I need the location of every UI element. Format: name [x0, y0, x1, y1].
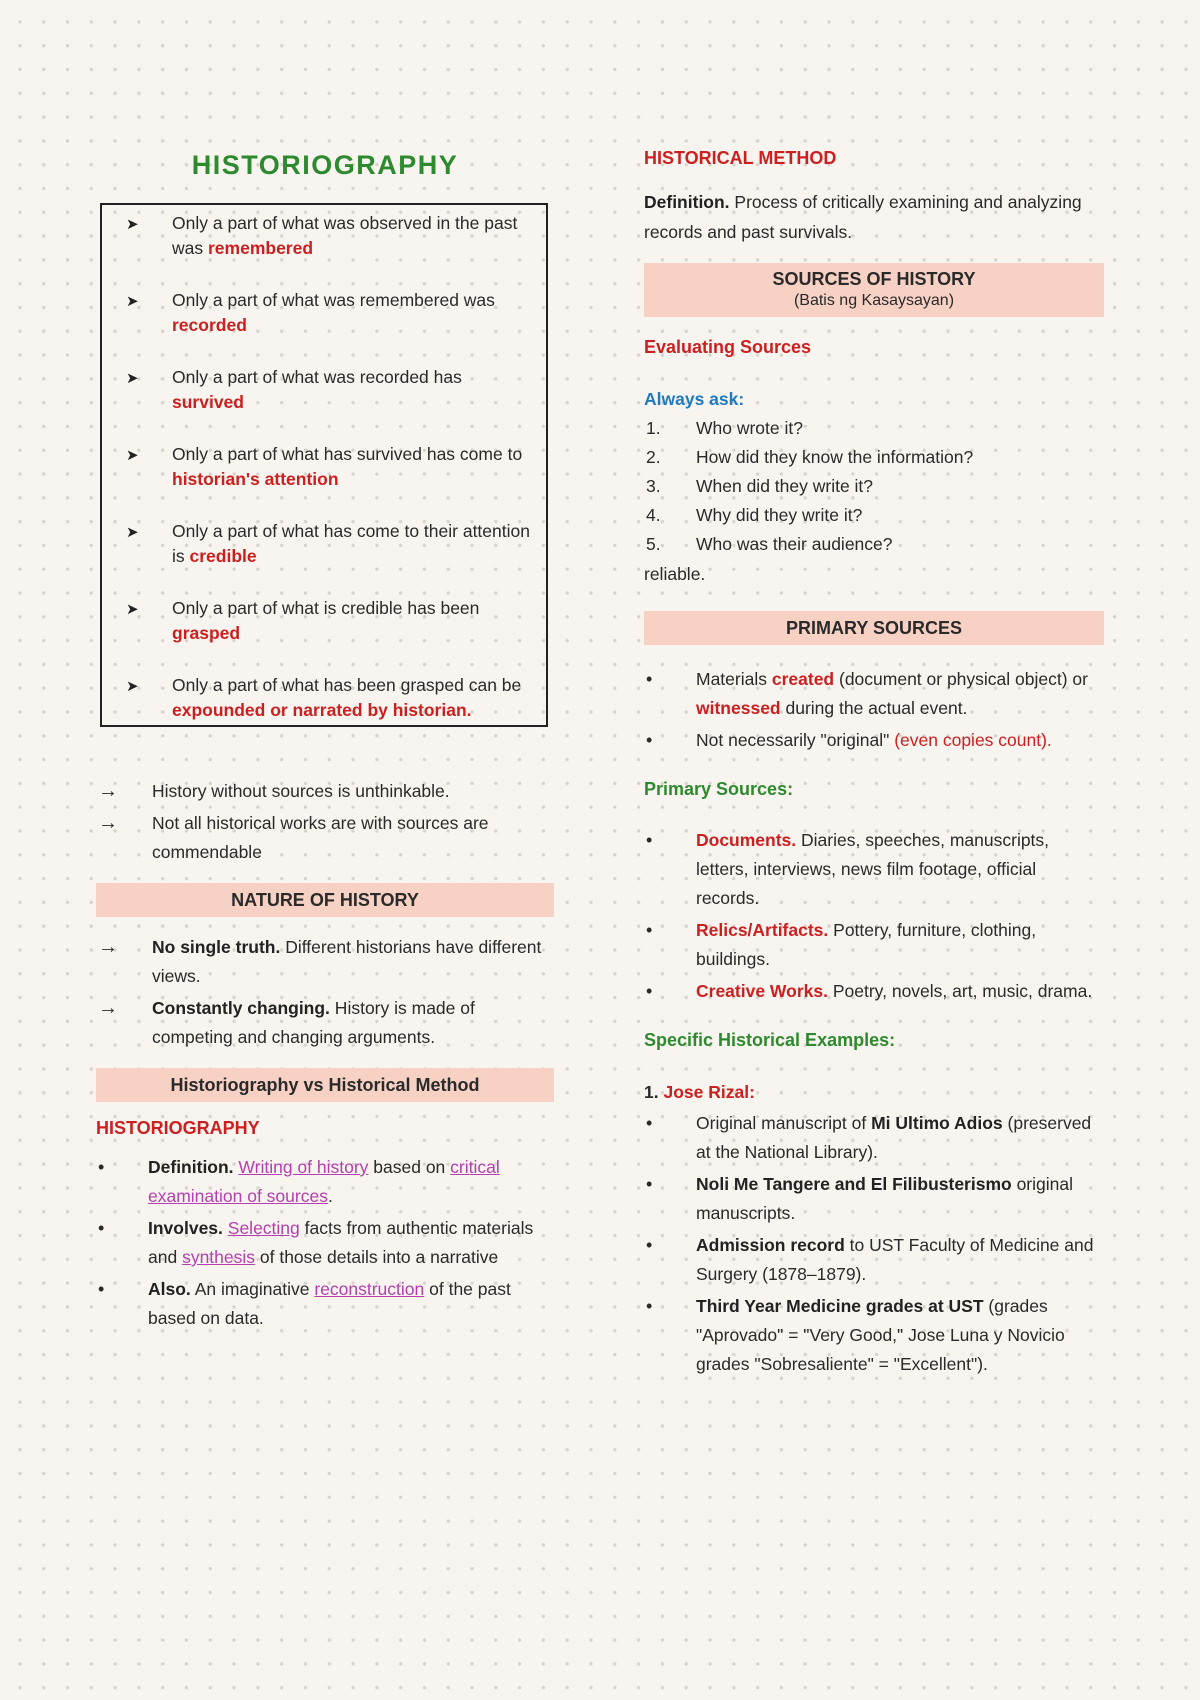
primary-sources-header: PRIMARY SOURCES [644, 611, 1104, 645]
always-ask-label: Always ask: [644, 389, 745, 409]
creative-works-item: • Creative Works. Poetry, novels, art, music, drama. [644, 977, 1104, 1006]
reconstruction-link[interactable]: reconstruction [314, 1279, 425, 1299]
method-definition: Definition. Process of critically examining and analyzing records and past survivals. [644, 192, 1082, 242]
rizal-item: • Third Year Medicine grades at UST (grades "Aprovado" = "Very Good," Jose Luna y Novicio grades "Sobresaliente" = "Excellent"). [644, 1292, 1104, 1379]
observation-item: ➤ Only a part of what is credible has been grasped [126, 598, 480, 643]
sources-of-history-header: SOURCES OF HISTORY (Batis ng Kasaysayan) [644, 263, 1104, 317]
arrowhead-bullet-icon: ➤ [126, 524, 139, 541]
primary-item: • Materials created (document or physical object) or witnessed during the actual event. [644, 665, 1104, 723]
nature-item: → Constantly changing. History is made of competing and changing arguments. [96, 994, 554, 1052]
arrowhead-bullet-icon: ➤ [126, 370, 139, 387]
nature-item: → No single truth. Different historians have different views. [96, 933, 554, 991]
examples-heading: Specific Historical Examples: [644, 1030, 896, 1050]
critical-examination-link[interactable]: critical examination of sources [148, 1157, 500, 1206]
observation-item: ➤ Only a part of what has been grasped can be expounded or narrated by historian. [126, 675, 522, 720]
observation-item: ➤ Only a part of what was recorded has survived [126, 367, 462, 412]
arrow-item: → Not all historical works are with sources are commendable [96, 809, 554, 867]
bullet-icon: • [646, 981, 653, 1001]
historiography-vs-method-header: Historiography vs Historical Method [96, 1068, 554, 1102]
question-item: 5. Who was their audience? [646, 534, 893, 554]
observation-item: ➤ Only a part of what was observed in the past was remembered [126, 213, 518, 258]
bullet-icon: • [646, 1235, 653, 1255]
reliable-text: reliable. [644, 564, 706, 584]
bullet-icon: • [98, 1279, 105, 1299]
also-item: • Also. An imaginative reconstruction of the past based on data. [96, 1275, 554, 1333]
arrow-icon: → [98, 997, 118, 1019]
bullet-icon: • [98, 1157, 105, 1177]
bullet-icon: • [646, 1113, 653, 1133]
observation-item: ➤ Only a part of what has come to their attention is credible [126, 521, 530, 566]
bullet-icon: • [646, 669, 653, 689]
primary-item: • Not necessarily "original" (even copies count). [644, 726, 1104, 755]
historiography-heading: HISTORIOGRAPHY [96, 1118, 260, 1138]
observation-item: ➤ Only a part of what was remembered was recorded [126, 290, 495, 335]
questions-list [644, 414, 1104, 559]
page-title: HISTORIOGRAPHY [191, 150, 459, 180]
bullet-icon: • [646, 730, 653, 750]
observation-item: ➤ Only a part of what has survived has come to historian's attention [126, 444, 523, 489]
arrowhead-bullet-icon: ➤ [126, 678, 139, 695]
arrow-item: → History without sources is unthinkable. [96, 777, 554, 806]
bullet-icon: • [98, 1218, 105, 1238]
evaluating-sources-heading: Evaluating Sources [644, 337, 812, 357]
right-column [644, 140, 1104, 1382]
arrowhead-bullet-icon: ➤ [126, 216, 139, 233]
question-item: 1. Who wrote it? [646, 418, 803, 438]
arrow-icon: → [98, 812, 118, 834]
involves-item: • Involves. Selecting facts from authentic materials and synthesis of those details into a narrative [96, 1214, 554, 1272]
selecting-link[interactable]: Selecting [227, 1218, 300, 1238]
historical-method-heading: HISTORICAL METHOD [644, 148, 837, 168]
arrowhead-bullet-icon: ➤ [126, 601, 139, 618]
bullet-icon: • [646, 1174, 653, 1194]
rizal-heading: 1. Jose Rizal: [644, 1082, 755, 1102]
synthesis-link[interactable]: synthesis [182, 1247, 256, 1267]
arrowhead-bullet-icon: ➤ [126, 447, 139, 464]
writing-of-history-link[interactable]: Writing of history [238, 1157, 369, 1177]
rizal-item: • Admission record to UST Faculty of Medicine and Surgery (1878–1879). [644, 1231, 1104, 1289]
bullet-icon: • [646, 920, 653, 940]
rizal-item: • Noli Me Tangere and El Filibusterismo original manuscripts. [644, 1170, 1104, 1228]
question-item: 2. How did they know the information? [646, 447, 974, 467]
bullet-icon: • [646, 830, 653, 850]
question-item: 4. Why did they write it? [646, 505, 863, 525]
rizal-item: • Original manuscript of Mi Ultimo Adios (preserved at the National Library). [644, 1109, 1104, 1167]
bullet-icon: • [646, 1296, 653, 1316]
arrow-icon: → [98, 780, 118, 802]
definition-item: • Definition. Writing of history based on critical examination of sources. [96, 1153, 554, 1211]
observation-box [100, 203, 548, 727]
question-item: 3. When did they write it? [646, 476, 874, 496]
primary-sources-subheading: Primary Sources: [644, 779, 794, 799]
arrow-list [96, 777, 554, 867]
arrowhead-bullet-icon: ➤ [126, 293, 139, 310]
relics-item: • Relics/Artifacts. Pottery, furniture, clothing, buildings. [644, 916, 1104, 974]
documents-item: • Documents. Diaries, speeches, manuscripts, letters, interviews, news film footage, official records. [644, 826, 1104, 913]
left-column [96, 140, 554, 1336]
arrow-icon: → [98, 936, 118, 958]
nature-of-history-header: NATURE OF HISTORY [96, 883, 554, 917]
